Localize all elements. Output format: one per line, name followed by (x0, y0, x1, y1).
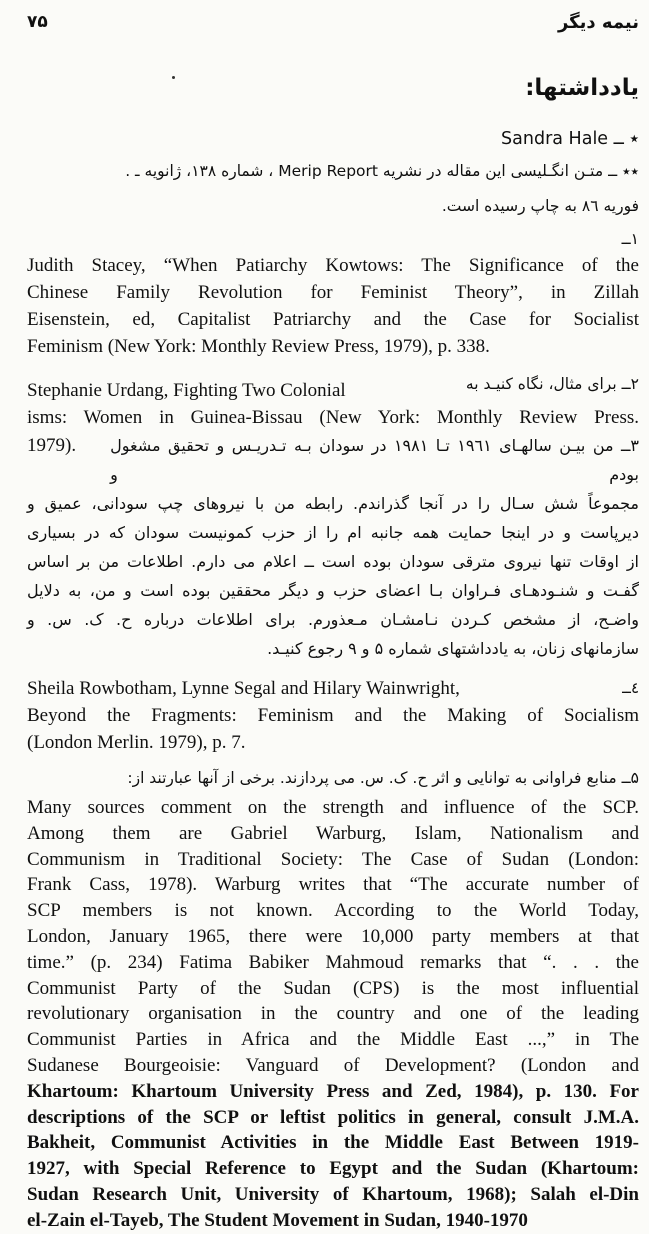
page-header (27, 12, 639, 33)
star-note-1: ٭ ــ Sandra Hale (501, 129, 639, 149)
scan-speck (172, 76, 175, 79)
text-line: (London Merlin. 1979), p. 7. (27, 732, 246, 753)
footnote-2-marker: ۲ــ برای مثال، نگاه کنیـد به (465, 375, 639, 393)
text-line: Communist Parties in Africa and the Middle East ...,” in The (27, 1029, 639, 1051)
text-line: مجموعاً شش سـال را در آنجا گذراندم. رابطه من با نیروهای چپ سودانی، عمیق و (27, 494, 639, 513)
footnote-3-text (27, 489, 639, 663)
text-line: Frank Cass, 1978). Warburg writes that “The accurate number of (27, 874, 639, 896)
footnote-4-row (27, 675, 639, 702)
text-line: 1927, with Special Reference to Egypt and the Sudan (Khartoum: (27, 1158, 639, 1180)
footnote-4-english-first-line: Sheila Rowbotham, Lynne Segal and Hilary Wainwright, (27, 678, 460, 699)
footnote-2-3-row (27, 431, 639, 489)
text-line: واضـح، از مشخص کـردن نـامشـان مـعذورم. برای اطلاعات درباره ح. ک. س. و (27, 610, 639, 629)
section-title: یادداشتها: (525, 75, 639, 101)
star-note-2: ٭٭ ــ متـن انگـلیسی این مقاله در نشریه Merip Report ، شماره ۱۳۸، ژانویه ـ . (125, 162, 639, 180)
star-note-2-continued: فوریه ۸٦ به چاپ رسیده است. (441, 197, 639, 215)
text-line: Eisenstein, ed, Capitalist Patriarchy and the Case for Socialist (27, 309, 639, 330)
text-line: Judith Stacey, “When Patiarchy Kowtows: The Significance of the (27, 255, 639, 276)
footnote-5-intro: ۵ــ منابع فراوانی به توانایی و اثر ح. ک. س. می پردازند. برخی از آنها عبارتند از: (127, 769, 639, 787)
text-line: Khartoum: Khartoum University Press and Zed, 1984), p. 130. For (27, 1080, 639, 1102)
footnote-2-english-first-line: Stephanie Urdang, Fighting Two Colonial (27, 380, 346, 401)
footnote-5-text (27, 795, 639, 1234)
text-line: دیرپاست و در اینجا حمایت همه جانبه ام را از حزب کمونیست سودان که در بسیاری (27, 523, 639, 542)
text-line: Among them are Gabriel Warburg, Islam, Nationalism and (27, 822, 639, 844)
text-line: Chinese Family Revolution for Feminist Theory”, in Zillah (27, 282, 639, 303)
text-line: revolutionary organisation in the country and one of the leading (27, 1003, 639, 1025)
text-line: Sudan Research Unit, University of Khartoum, 1968); Salah el-Din (27, 1183, 639, 1205)
text-line: Bakheit, Communist Activities in the Middle East Between 1919- (27, 1132, 639, 1154)
footnote-1-marker: ۱ــ (621, 230, 639, 248)
footnote-2-tail: 1979). (27, 435, 77, 456)
text-line: London, January 1965, there were 10,000 party members at that (27, 925, 639, 947)
text-line: سازمانهای زنان، به یادداشتهای شماره ۵ و ۹ رجوع کنیـد. (267, 639, 639, 658)
text-line: Many sources comment on the strength and influence of the SCP. (27, 797, 639, 818)
text-line: Beyond the Fragments: Feminism and the Making of Socialism (27, 705, 639, 726)
footnote-1-text (27, 252, 639, 360)
text-line: Communism in Traditional Society: The Case of Sudan (London: (27, 848, 639, 870)
text-line: time.” (p. 234) Fatima Babiker Mahmoud remarks that “. . . the (27, 951, 639, 973)
text-line: SCP members is not known. According to the World Today, (27, 900, 639, 922)
text-line: Feminism (New York: Monthly Review Press, 1979), p. 338. (27, 336, 490, 357)
footnote-2-english-second-line: isms: Women in Guinea-Bissau (New York: Monthly Review Press. (27, 407, 639, 428)
footnote-4-text (27, 702, 639, 756)
text-line: Sudanese Bourgeoisie: Vanguard of Development? (London and (27, 1054, 639, 1076)
text-line: از اوقات تنها نیروی مترقی سودان بوده است ــ اعلام می دارم. اطلاعات من بر اساس (27, 552, 639, 571)
footnote-3-first-line: ۳ــ من بیـن سالهـای ۱۹٦۱ تـا ۱۹۸۱ در سودان بـه تـدریـس و تحقیق مشغول بودم و (110, 436, 640, 484)
journal-title: نیمه دیگر (557, 12, 639, 33)
page-number: ۷۵ (27, 12, 48, 32)
footnote-2-row (27, 372, 639, 404)
text-line: el-Zain el-Tayeb, The Student Movement in Sudan, 1940-1970 (27, 1209, 528, 1231)
text-line: گفـت و شنـودهـای فـراوان بـا اعضای حزب و دیگر محققین بوده است و من، به دلایل (27, 581, 639, 600)
text-line: Communist Party of the Sudan (CPS) is the most influential (27, 977, 639, 999)
text-line: descriptions of the SCP or leftist politics in general, consult J.M.A. (27, 1106, 639, 1128)
footnote-4-marker: ٤ــ (622, 679, 639, 697)
